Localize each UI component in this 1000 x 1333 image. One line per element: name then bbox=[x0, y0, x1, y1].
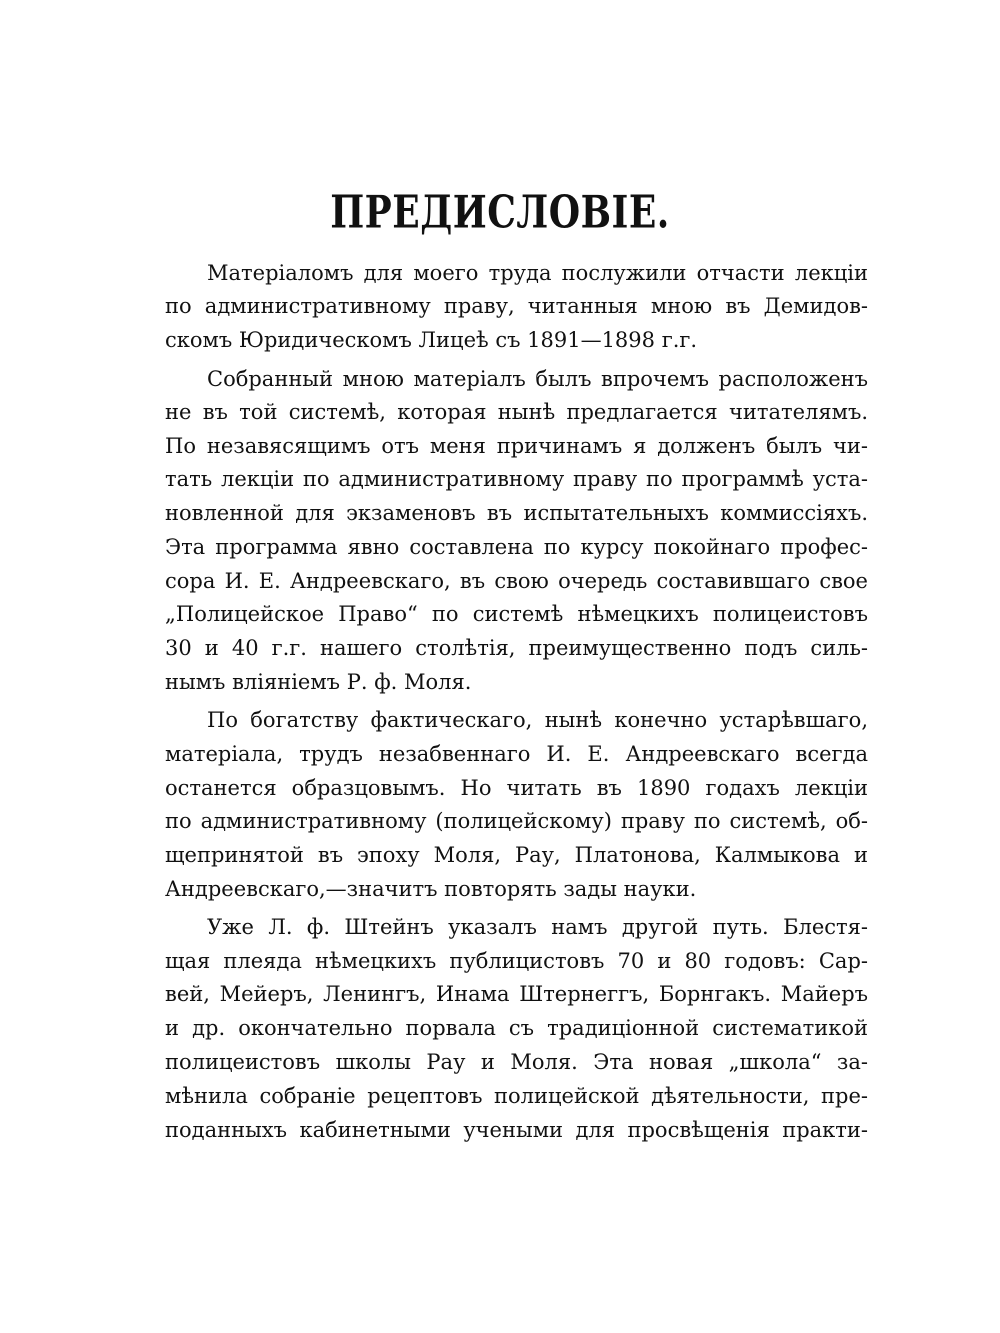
text-line: Собранный мною матеріалъ былъ впрочемъ расположенъ bbox=[207, 367, 868, 391]
text-line: и др. окончательно порвала съ традиціонной систематикой bbox=[165, 1016, 868, 1040]
text-line: „Полицейское Право“ по системѣ нѣмецкихъ полицеистовъ bbox=[165, 602, 868, 626]
text-line: по административному (полицейскому) праву по системѣ, об- bbox=[165, 809, 868, 833]
text-line: Матеріаломъ для моего труда послужили отчасти лекціи bbox=[207, 261, 868, 285]
text-line: тать лекціи по административному праву по программѣ уста- bbox=[165, 467, 868, 491]
text-line: скомъ Юридическомъ Лицеѣ съ 1891—1898 г.г. bbox=[165, 328, 698, 352]
text-line: По богатству фактическаго, нынѣ конечно устарѣвшаго, bbox=[207, 708, 868, 732]
text-line: новленной для экзаменовъ въ испытательныхъ коммиссіяхъ. bbox=[165, 501, 868, 525]
text-line: По незавясящимъ отъ меня причинамъ я долженъ былъ чи- bbox=[165, 434, 868, 458]
text-line: по административному праву, читанныя мною въ Демидов- bbox=[165, 294, 868, 318]
text-line: Андреевскаго,—значитъ повторять зады науки. bbox=[165, 877, 697, 901]
text-line: матеріала, трудъ незабвеннаго И. Е. Андреевскаго всегда bbox=[165, 742, 868, 766]
text-line: вей, Мейеръ, Ленингъ, Инама Штернеггъ, Борнгакъ. Майеръ bbox=[165, 982, 868, 1006]
text-line: нымъ вліяніемъ Р. ф. Моля. bbox=[165, 670, 472, 694]
text-line: полицеистовъ школы Рау и Моля. Эта новая „школа“ за- bbox=[165, 1050, 868, 1074]
page-title: ПРЕДИСЛОВІЕ. bbox=[330, 186, 670, 239]
text-line: не въ той системѣ, которая нынѣ предлагается читателямъ. bbox=[165, 400, 868, 424]
text-line: поданныхъ кабинетными учеными для просвѣщенія практи- bbox=[165, 1118, 868, 1142]
text-line: 30 и 40 г.г. нашего столѣтія, преимущественно подъ силь- bbox=[165, 636, 868, 660]
text-line: Уже Л. ф. Штейнъ указалъ намъ другой путь. Блестя- bbox=[207, 915, 868, 939]
text-line: Эта программа явно составлена по курсу покойнаго профес- bbox=[165, 535, 868, 559]
text-line: щепринятой въ эпоху Моля, Рау, Платонова, Калмыкова и bbox=[165, 843, 868, 867]
text-line: щая плеяда нѣмецкихъ публицистовъ 70 и 80 годовъ: Сар- bbox=[165, 949, 868, 973]
text-line: сора И. Е. Андреевскаго, въ свою очередь составившаго свое bbox=[165, 569, 868, 593]
text-line: мѣнила собраніе рецептовъ полицейской дѣятельности, пре- bbox=[165, 1084, 868, 1108]
text-line: останется образцовымъ. Но читать въ 1890 годахъ лекціи bbox=[165, 776, 868, 800]
